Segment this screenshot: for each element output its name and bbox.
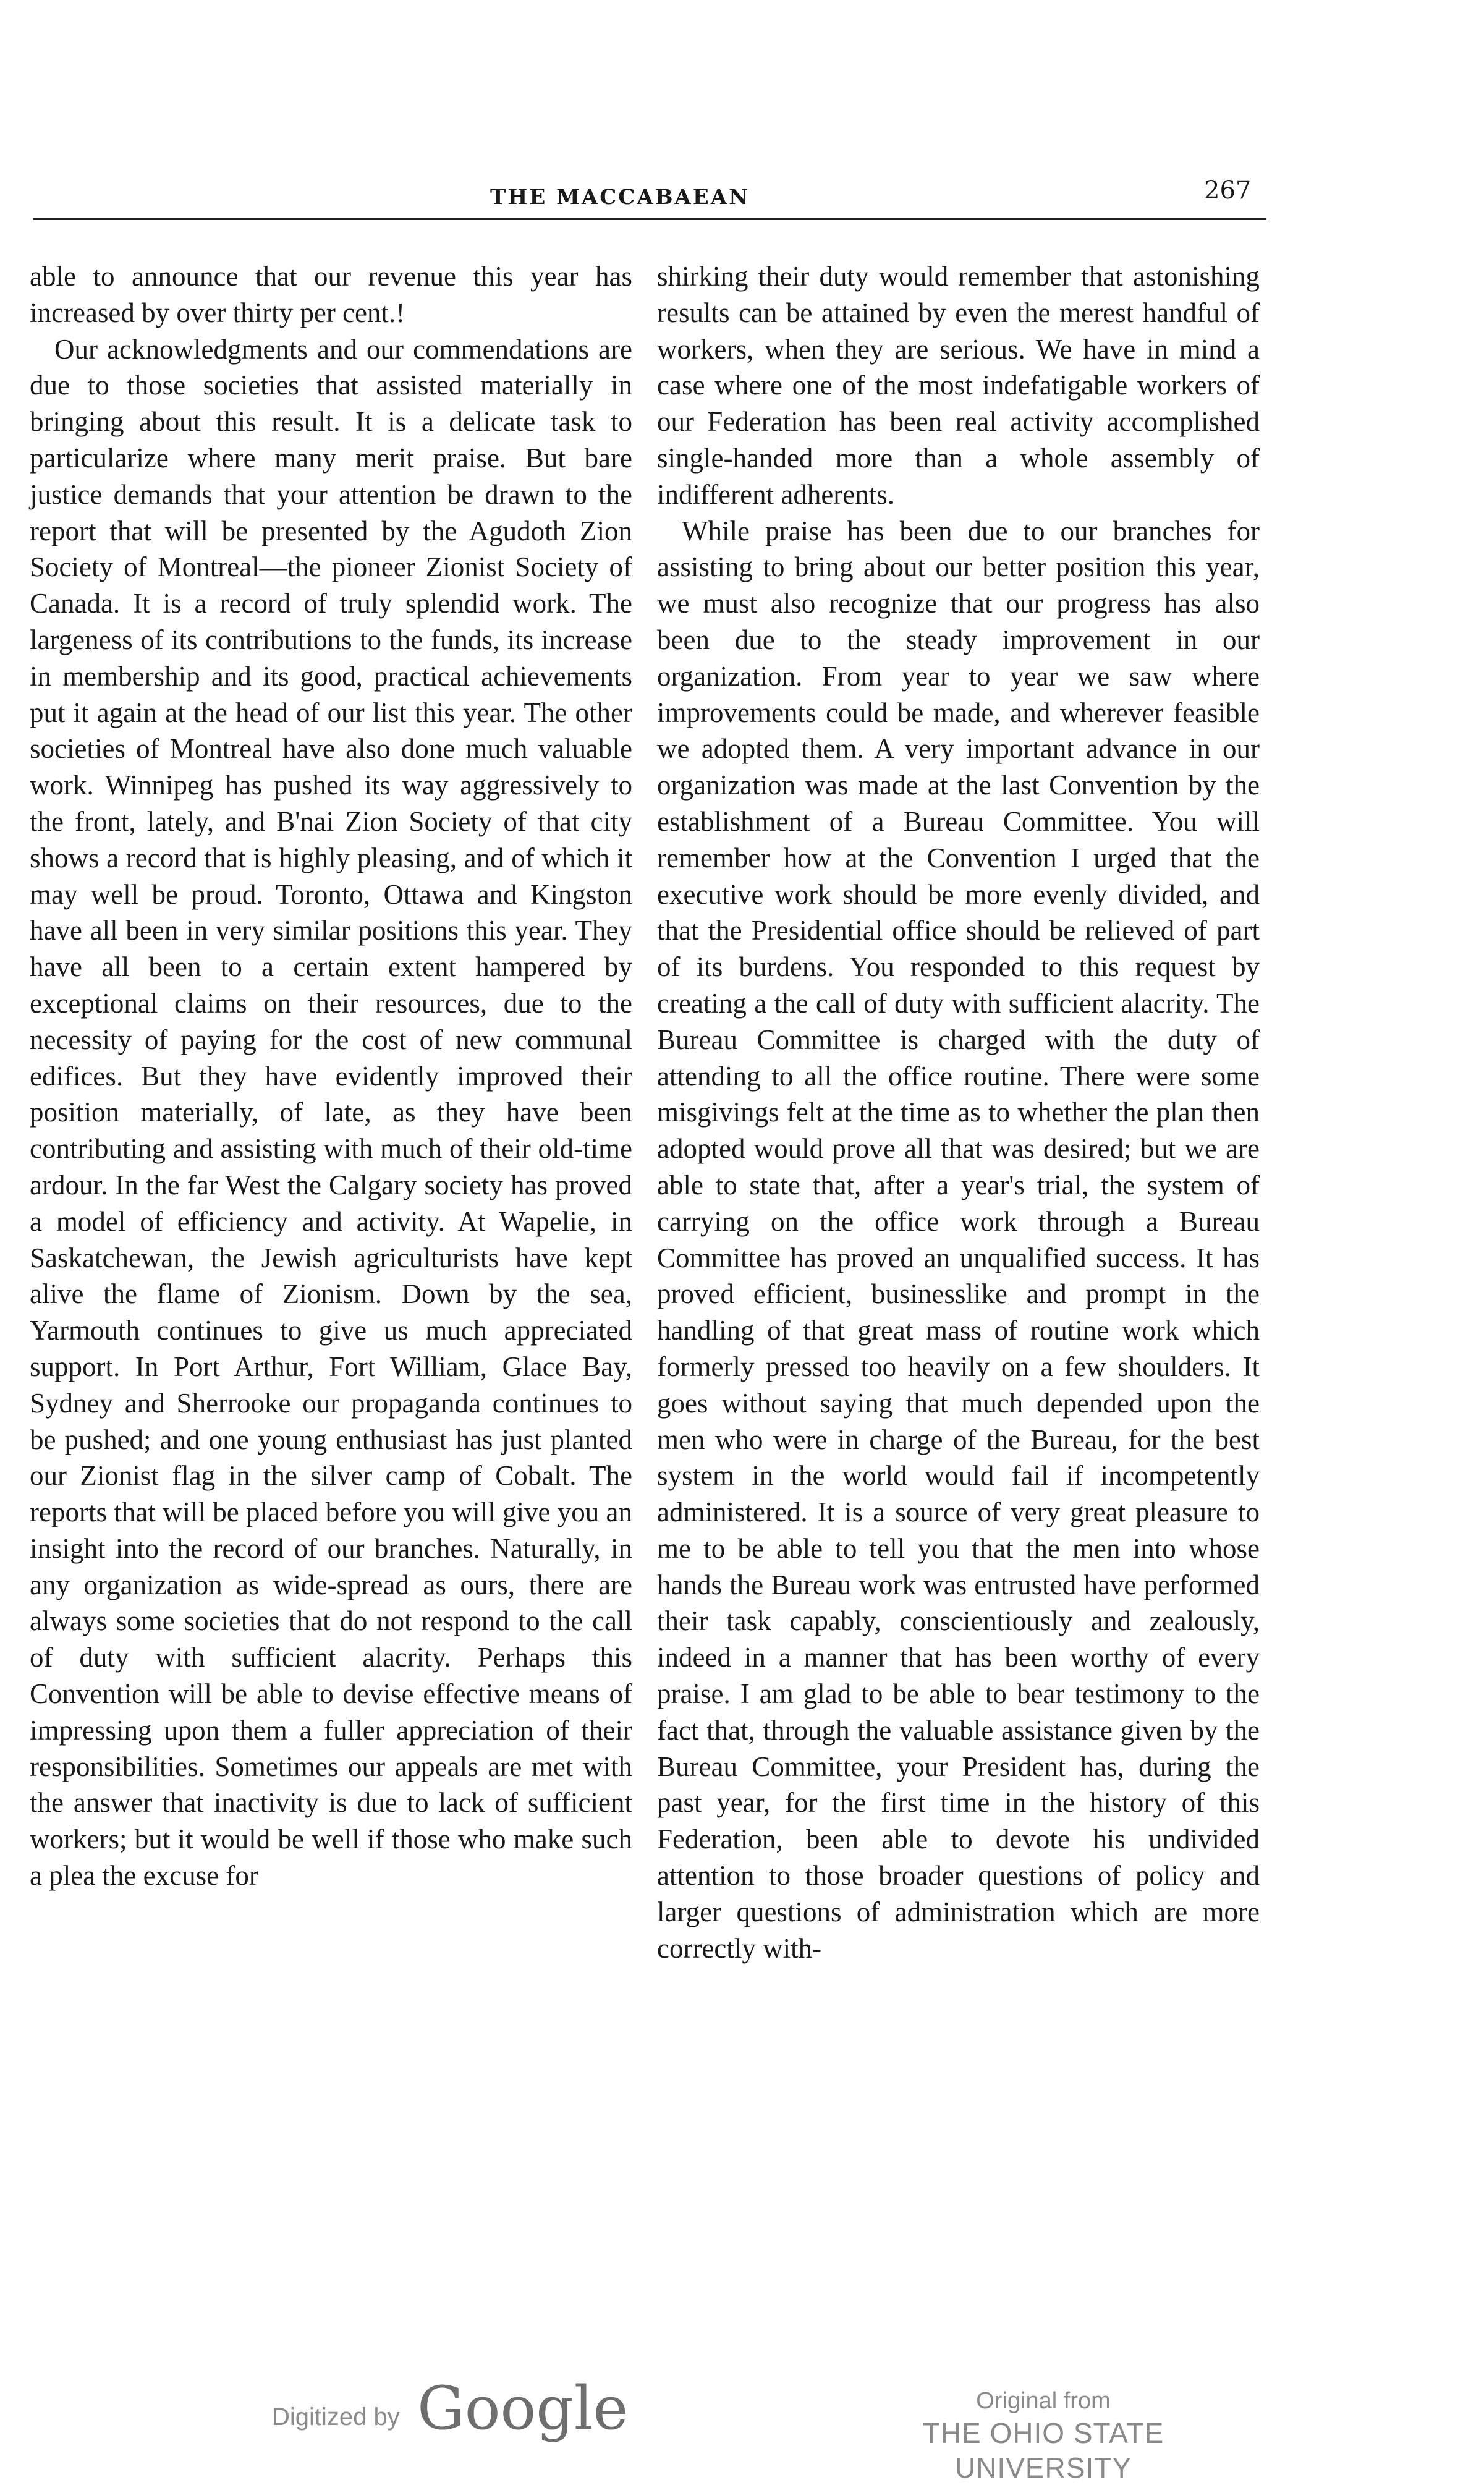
left-column xyxy=(30,258,632,1894)
university-label: THE OHIO STATE UNIVERSITY xyxy=(922,2417,1164,2484)
source-attribution xyxy=(846,2386,1241,2485)
header-rule xyxy=(33,218,1266,220)
paragraph: Our acknowledgments and our commendations are due to those societies that assisted materially in bringing about this result. It is a delicate task to particularize where many merit praise. But bare justice demands that your attention be drawn to the report that will be presented by the Agudoth Zion Society of Montreal—the pioneer Zionist Society of Canada. It is a record of truly splendid work. The largeness of its contributions to the funds, its increase in membership and its good, practical achievements put it again at the head of our list this year. The other societies of Montreal have also done much valuable work. Winnipeg has pushed its way aggressively to the front, lately, and B'nai Zion Society of that city shows a record that is highly pleasing, and of which it may well be proud. Toronto, Ottawa and Kingston have all been in very similar positions this year. They have all been to a certain extent hampered by exceptional claims on their resources, due to the necessity of paying for the cost of new communal edifices. But they have evidently improved their position materially, of late, as they have been contributing and assisting with much of their old-time ardour. In the far West the Calgary society has proved a model of efficiency and activity. At Wapelie, in Saskatchewan, the Jewish agriculturists have kept alive the flame of Zionism. Down by the sea, Yarmouth continues to give us much appreciated support. In Port Arthur, Fort William, Glace Bay, Sydney and Sherrooke our propaganda continues to be pushed; and one young enthusiast has just planted our Zionist flag in the silver camp of Cobalt. The reports that will be placed before you will give you an insight into the record of our branches. Naturally, in any organization as wide-spread as ours, there are always some societies that do not respond to the call of duty with sufficient alacrity. Perhaps this Convention will be able to devise effective means of impressing upon them a fuller appreciation of their responsibilities. Sometimes our appeals are met with the answer that inactivity is due to lack of sufficient workers; but it would be well if those who make such a plea the excuse for xyxy=(30,333,632,1892)
digitized-by-label: Digitized by xyxy=(272,2403,400,2431)
original-from-label: Original from xyxy=(976,2388,1111,2414)
paragraph: While praise has been due to our branches for assisting to bring about our better position this year, we must also recognize that our progress has also been due to the steady improvement in our organization. From year to year we saw where improvements could be made, and wherever feasible we adopted them. A very important advance in our organization was made at the last Convention by the establishment of a Bureau Committee. You will remember how at the Convention I urged that the executive work should be more evenly divided, and that the Presidential office should be relieved of part of its burdens. You responded to this request by creating a the call of duty with sufficient alacrity. The Bureau Committee is charged with the duty of attending to all the office routine. There were some misgivings felt at the time as to whether the plan then adopted would prove all that was desired; but we are able to state that, after a year's trial, the system of carrying on the office work through a Bureau Committee has proved an unqualified success. It has proved efficient, businesslike and prompt in the handling of that great mass of routine work which formerly pressed too heavily on a few shoulders. It goes without saying that much depended upon the men who were in charge of the Bureau, for the best system in the world would fail if incompetently administered. It is a source of very great pleasure to me to be able to tell you that the men into whose hands the Bureau work was entrusted have performed their task capably, conscientiously and zealously, indeed in a manner that has been worthy of every praise. I am glad to be able to bear testimony to the fact that, through the valuable assistance given by the Bureau Committee, your President has, during the past year, for the first time in the history of this Federation, been able to devote his undivided attention to those broader questions of policy and larger questions of administration which are more correctly with- xyxy=(657,515,1260,1964)
paragraph: able to announce that our revenue this year has increased by over thirty per cent.! xyxy=(30,261,632,328)
paragraph: shirking their duty would remember that astonishing results can be attained by even the merest handful of workers, when they are serious. We have in mind a case where one of the most indefatigable workers of our Federation has been real activity accomplished single-handed more than a whole assembly of indifferent adherents. xyxy=(657,261,1260,510)
right-column xyxy=(657,258,1260,1966)
google-logo: Google xyxy=(417,2374,629,2443)
page-number: 267 xyxy=(1204,176,1252,205)
journal-title: THE MACCABAEAN xyxy=(490,185,750,210)
running-header xyxy=(33,176,1269,213)
